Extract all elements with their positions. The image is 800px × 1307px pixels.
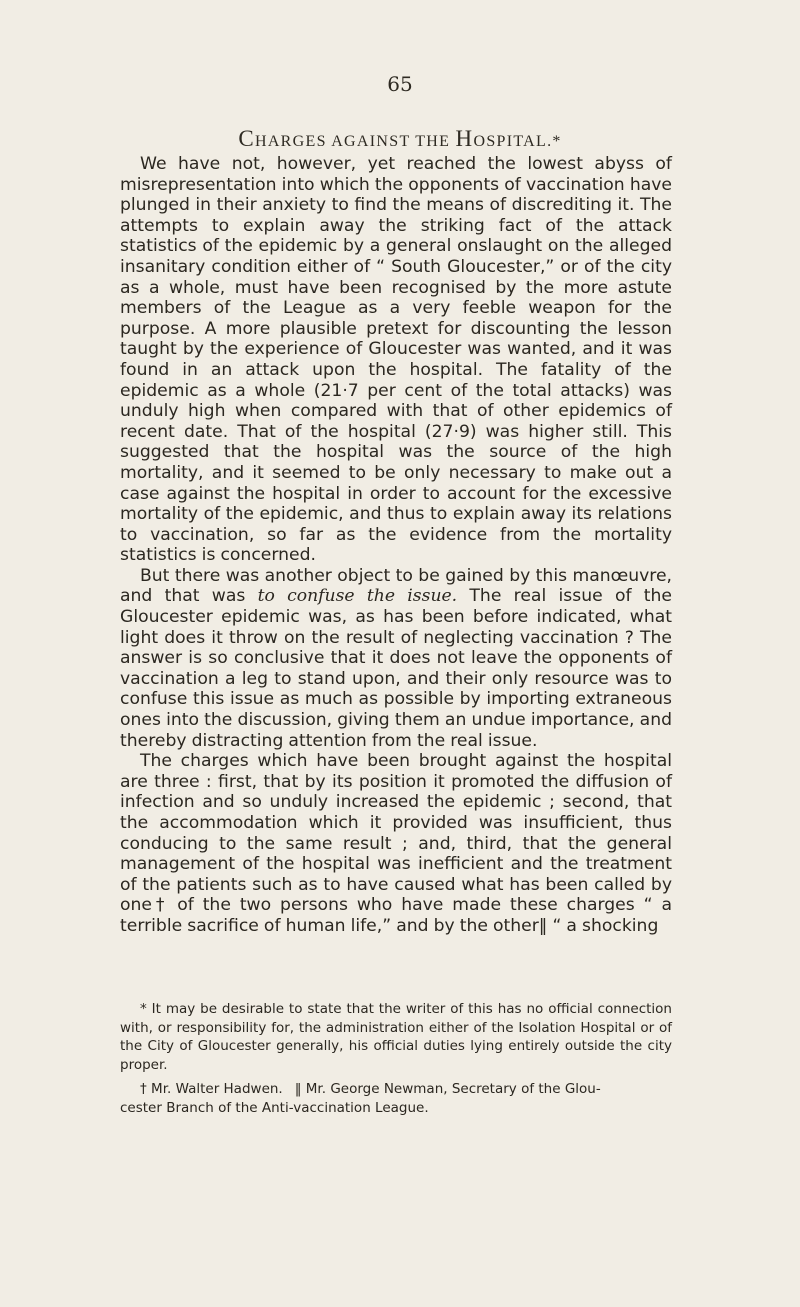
paragraph-2-italic: to confuse the issue. xyxy=(257,586,458,607)
paragraph-1: We have not, however, yet reached the lowest abyss of misrepresentation into which the opponents of vaccination have plunged in their anxiety to find the means of discrediting it. The attempts to explain away the striking fact of the attack statistics of the epidemic by a general onslaught on the alleged insanitary condition either of “ South Gloucester,” or of the city as a whole, must have been recognised by the more astute members of the League as a very feeble weapon for the purpose. A more plausible pretext for discounting the lesson taught by the experience of Gloucester was wanted, and it was found in an attack upon the hospital. The fatality of the epidemic as a whole (21·7 per cent of the total attacks) was unduly high when compared with that of other epidemics of recent date. That of the hospital (27·9) was higher still. This suggested that the hospital was the source of the high mortality, and it seemed to be only necessary to make out a case against the hospital in order to account for the excessive mortality of the epidemic, and thus to explain away its relations to vaccination, so far as the evidence from the mortality statistics is concerned. xyxy=(120,154,672,566)
heading-initial-1: C xyxy=(238,126,255,151)
body-text xyxy=(120,154,672,937)
page-number: 65 xyxy=(387,72,413,96)
footnote-dbar: ‖ Mr. George Newman, Secretary of the Glou- xyxy=(294,1081,601,1097)
footnote-star: * It may be desirable to state that the writer of this has no official connection with, or responsibility for, the administration either of the Isolation Hospital or of the City of Gloucester generally, his official duties lying entirely outside the city proper. xyxy=(120,1001,672,1073)
paragraph-2 xyxy=(120,566,672,751)
footnote-continuation: cester Branch of the Anti-vaccination League. xyxy=(120,1099,429,1116)
footnotes xyxy=(120,1000,672,1117)
heading-initial-2: H xyxy=(455,126,474,151)
heading-text-1: HARGES AGAINST THE xyxy=(254,133,456,150)
heading-text-2: OSPITAL.* xyxy=(473,133,562,150)
section-heading xyxy=(0,126,800,152)
footnote-dagger: † Mr. Walter Hadwen. xyxy=(140,1081,283,1097)
paragraph-2-before: But there was another object to be gained by this manœuvre, and that was xyxy=(120,565,672,607)
paragraph-3: The charges which have been brought against the hospital are three : first, that by its position it promoted the diffusion of infection and so unduly increased the epidemic ; second, that the accommodation which it provided was insufficient, thus conducing to the same result ; and, third, that the general management of the hospital was inefficient and the treatment of the patients such as to have caused what has been called by one† of the two persons who have made these charges “ a terrible sacrifice of human life,” and by the other‖ “ a shocking xyxy=(120,751,672,936)
footnote-row xyxy=(120,1080,672,1099)
paragraph-2-after: The real issue of the Gloucester epidemic was, as has been before indicated, what light does it throw on the result of neglecting vaccination ? The answer is so conclusive that it does not leave the opponents of vaccination a leg to stand upon, and their only resource was to confuse this issue as much as possible by importing extraneous ones into the discussion, giving them an undue importance, and thereby distracting attention from the real issue. xyxy=(120,586,672,751)
